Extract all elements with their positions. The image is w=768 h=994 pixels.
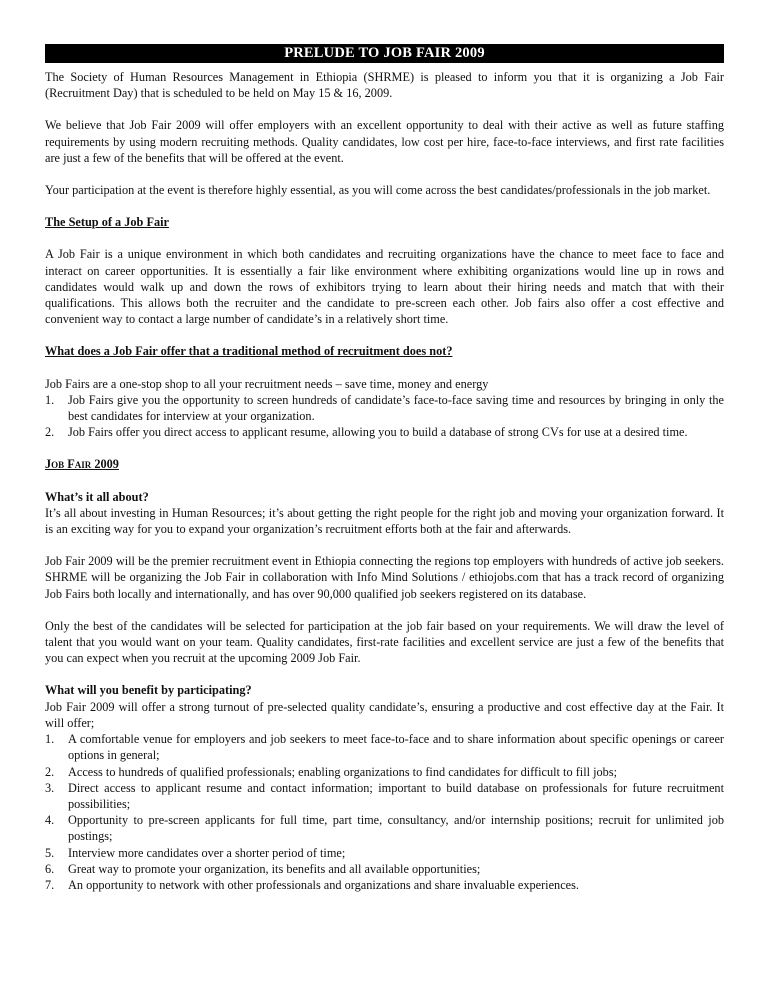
list-item bbox=[45, 392, 724, 424]
list-item bbox=[45, 764, 724, 780]
list-number: 5. bbox=[45, 845, 55, 860]
jobfair-paragraph-2: Job Fair 2009 will be the premier recruitment event in Ethiopia connecting the regions top employers with hundreds of active job seekers. SHRME will be organizing the Job Fair in collaboration with Info Mind Solutions / ethiojobs.com that has a track record of organizing Job Fairs both locally and internationally, and has over 90,000 qualified job seekers registered on its database. bbox=[45, 554, 724, 601]
jobfair-heading: Job Fair 2009 bbox=[45, 457, 119, 472]
list-number: 6. bbox=[45, 861, 55, 876]
list-text: Job Fairs offer you direct access to applicant resume, allowing you to build a database of strong CVs for use at a desired time. bbox=[68, 425, 688, 440]
benefits-list bbox=[45, 731, 724, 893]
list-text: An opportunity to network with other professionals and organizations and share invaluable experiences. bbox=[68, 877, 579, 892]
document-page bbox=[45, 44, 724, 893]
benefits-heading: What will you benefit by participating? bbox=[45, 683, 252, 698]
list-text: Direct access to applicant resume and contact information; important to build database on professionals for future recruitment possibilities; bbox=[68, 780, 724, 811]
setup-body: A Job Fair is a unique environment in which both candidates and recruiting organizations have the chance to meet face to face and interact on career opportunities. It is essentially a fair like environment where exhibiting organizations would line up in rows and candidates would walk up and down the rows of exhibitors trying to learn about their hiring needs and match that with their qualifications. This allows both the recruiter and the candidate to pre-screen each other. Job fairs also offer a cost effective and convenient way to contact a large number of candidate’s in a relatively short time. bbox=[45, 247, 724, 327]
list-item bbox=[45, 780, 724, 812]
list-text: Great way to promote your organization, its benefits and all available opportunities; bbox=[68, 861, 481, 876]
list-item bbox=[45, 861, 724, 877]
offer-heading: What does a Job Fair offer that a traditional method of recruitment does not? bbox=[45, 344, 453, 359]
intro-paragraph-2: We believe that Job Fair 2009 will offer employers with an excellent opportunity to deal with their active as well as future staffing requirements by using modern recruiting methods. Quality candidates, low cost per hire, face-to-face interviews, and first rate facilities are just a few of the benefits that will be offered at the event. bbox=[45, 118, 724, 165]
list-item bbox=[45, 877, 724, 893]
list-number: 1. bbox=[45, 732, 55, 747]
list-number: 1. bbox=[45, 392, 55, 407]
about-body: It’s all about investing in Human Resources; it’s about getting the right people for the right job and moving your organization forward. It is an exciting way for you to expand your organization’s recruitment efforts both at the fair and afterwards. bbox=[45, 505, 724, 537]
list-number: 3. bbox=[45, 780, 55, 795]
list-item bbox=[45, 731, 724, 763]
list-item bbox=[45, 845, 724, 861]
setup-heading: The Setup of a Job Fair bbox=[45, 215, 170, 230]
list-number: 2. bbox=[45, 425, 55, 440]
list-text: Access to hundreds of qualified professionals; enabling organizations to find candidates for difficult to fill jobs; bbox=[68, 764, 618, 779]
intro-paragraph-1: The Society of Human Resources Management in Ethiopia (SHRME) is pleased to inform you that it is organizing a Job Fair (Recruitment Day) that is scheduled to be held on May 15 & 16, 2009. bbox=[45, 70, 724, 101]
offer-list bbox=[45, 392, 724, 441]
benefits-lead: Job Fair 2009 will offer a strong turnout of pre-selected quality candidate’s, ensuring a productive and cost effective day at the Fair. It will offer; bbox=[45, 699, 724, 730]
list-number: 4. bbox=[45, 813, 55, 828]
list-number: 7. bbox=[45, 877, 55, 892]
list-item bbox=[45, 812, 724, 844]
intro-paragraph-3: Your participation at the event is therefore highly essential, as you will come across the best candidates/professionals in the job market. bbox=[45, 183, 711, 198]
list-item bbox=[45, 424, 724, 440]
list-text: Opportunity to pre-screen applicants for full time, part time, consultancy, and/or internship positions; recruit for unlimited job postings; bbox=[68, 813, 724, 844]
page-title: PRELUDE TO JOB FAIR 2009 bbox=[45, 44, 724, 63]
list-text: A comfortable venue for employers and job seekers to meet face-to-face and to share information about specific openings or career options in general; bbox=[68, 732, 724, 763]
about-heading: What’s it all about? bbox=[45, 489, 149, 504]
list-text: Job Fairs give you the opportunity to screen hundreds of candidate’s face-to-face saving time and resources by bringing in only the best candidates for interview at your organization. bbox=[68, 392, 724, 424]
offer-lead: Job Fairs are a one-stop shop to all your recruitment needs – save time, money and energy bbox=[45, 376, 489, 391]
list-number: 2. bbox=[45, 764, 55, 779]
jobfair-paragraph-3: Only the best of the candidates will be selected for participation at the job fair based on your requirements. We will draw the level of talent that you would want on your team. Quality candidates, first-rate facilities and excellent service are just a few of the benefits that you can expect when you recruit at the upcoming 2009 Job Fair. bbox=[45, 618, 724, 666]
list-text: Interview more candidates over a shorter period of time; bbox=[68, 845, 346, 860]
